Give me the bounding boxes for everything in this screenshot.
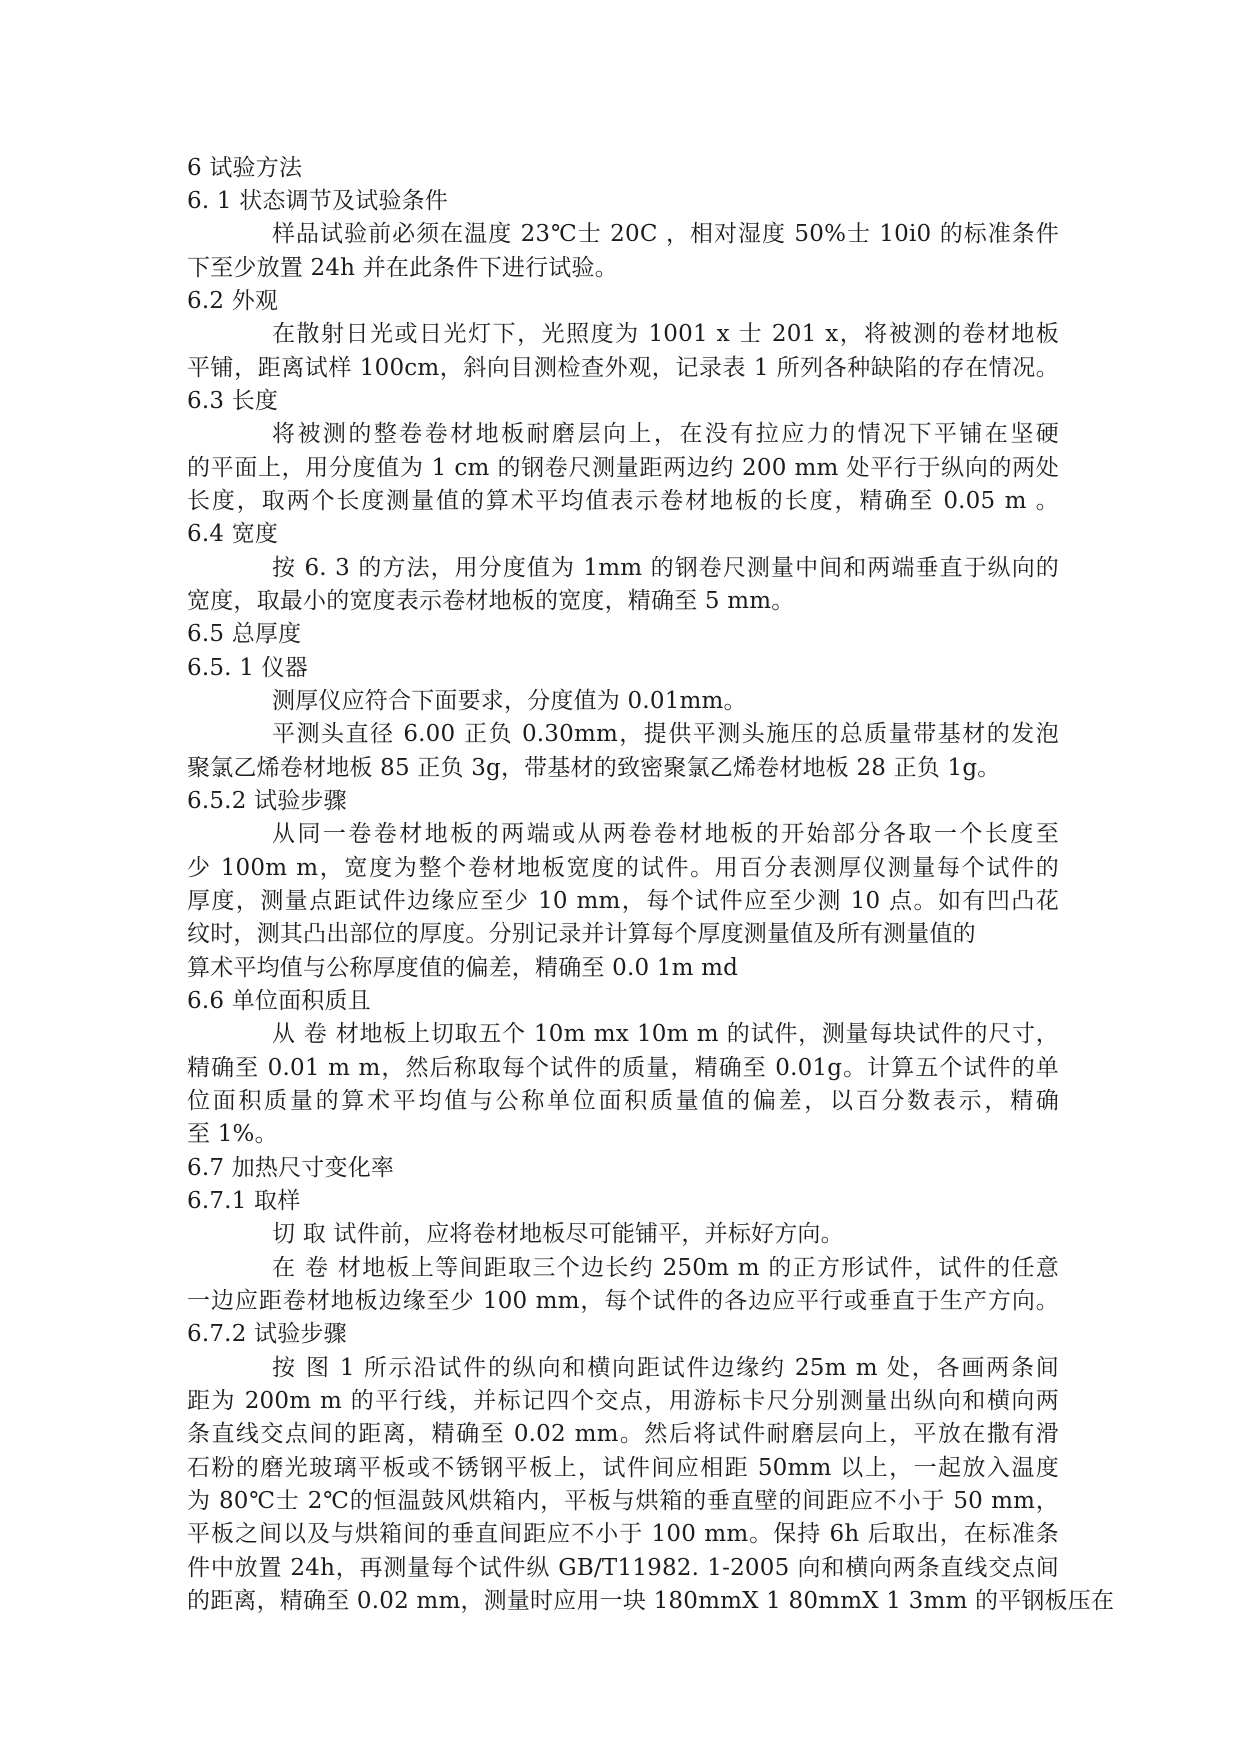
paragraph-line: 厚度，测量点距试件边缘应至少 10 mm，每个试件应至少测 10 点。如有凹凸花 — [187, 888, 1059, 914]
paragraph-line: 下至少放置 24h 并在此条件下进行试验。 — [187, 255, 618, 281]
paragraph-line: 从同一卷卷材地板的两端或从两卷卷材地板的开始部分各取一个长度至 — [272, 821, 1059, 847]
paragraph-line: 少 100m m，宽度为整个卷材地板宽度的试件。用百分表测厚仪测量每个试件的 — [187, 855, 1059, 881]
paragraph-line: 宽度，取最小的宽度表示卷材地板的宽度，精确至 5 mm。 — [187, 588, 795, 614]
paragraph-line: 从 卷 材地板上切取五个 10m mx 10m m 的试件，测量每块试件的尺寸， — [272, 1021, 1059, 1047]
paragraph-line: 至 1%。 — [187, 1121, 278, 1147]
paragraph-line: 件中放置 24h，再测量每个试件纵 GB/T11982. 1-2005 向和横向两条直线交点间 — [187, 1555, 1059, 1581]
heading-6-7-2: 6.7.2 试验步骤 — [187, 1321, 347, 1347]
heading-6-5-2: 6.5.2 试验步骤 — [187, 788, 347, 814]
heading-6-6: 6.6 单位面积质且 — [187, 988, 371, 1014]
paragraph-line: 精确至 0.01 m m，然后称取每个试件的质量，精确至 0.01g。计算五个试件的单 — [187, 1055, 1059, 1081]
heading-6-5: 6.5 总厚度 — [187, 621, 302, 647]
paragraph-line: 切 取 试件前，应将卷材地板尽可能铺平，并标好方向。 — [272, 1221, 844, 1247]
heading-6-1: 6. 1 状态调节及试验条件 — [187, 188, 448, 214]
paragraph-line: 一边应距卷材地板边缘至少 100 mm，每个试件的各边应平行或垂直于生产方向。 — [187, 1288, 1059, 1314]
paragraph-line: 条直线交点间的距离，精确至 0.02 mm。然后将试件耐磨层向上，平放在撒有滑 — [187, 1421, 1059, 1447]
paragraph-line: 在散射日光或日光灯下，光照度为 1001 x 士 201 x，将被测的卷材地板 — [272, 321, 1059, 347]
paragraph-line: 的距离，精确至 0.02 mm，测量时应用一块 180mmX 1 80mmX 1 3mm 的平钢板压在 — [187, 1588, 1115, 1614]
paragraph-line: 距为 200m m 的平行线，并标记四个交点，用游标卡尺分别测量出纵向和横向两 — [187, 1388, 1059, 1414]
paragraph-line: 按 图 1 所示沿试件的纵向和横向距试件边缘约 25m m 处，各画两条间 — [272, 1355, 1059, 1381]
heading-6-7: 6.7 加热尺寸变化率 — [187, 1155, 395, 1181]
paragraph-line: 长度，取两个长度测量值的算术平均值表示卷材地板的长度，精确至 0.05 m 。 — [187, 488, 1059, 514]
heading-6-4: 6.4 宽度 — [187, 521, 279, 547]
paragraph-line: 测厚仪应符合下面要求，分度值为 0.01mm。 — [272, 688, 747, 714]
heading-6-3: 6.3 长度 — [187, 388, 279, 414]
paragraph-line: 平测头直径 6.00 正负 0.30mm，提供平测头施压的总质量带基材的发泡 — [272, 721, 1059, 747]
paragraph-line: 石粉的磨光玻璃平板或不锈钢平板上，试件间应相距 50mm 以上，一起放入温度 — [187, 1455, 1059, 1481]
paragraph-line: 纹时，测其凸出部位的厚度。分别记录并计算每个厚度测量值及所有测量值的 — [187, 921, 976, 947]
paragraph-line: 位面积质量的算术平均值与公称单位面积质量值的偏差，以百分数表示，精确 — [187, 1088, 1059, 1114]
paragraph-line: 平板之间以及与烘箱间的垂直间距应不小于 100 mm。保持 6h 后取出，在标准条 — [187, 1521, 1059, 1547]
heading-6: 6 试验方法 — [187, 155, 303, 181]
paragraph-line: 在 卷 材地板上等间距取三个边长约 250m m 的正方形试件，试件的任意 — [272, 1255, 1059, 1281]
paragraph-line: 将被测的整卷卷材地板耐磨层向上，在没有拉应力的情况下平铺在坚硬 — [272, 421, 1059, 447]
paragraph-line: 样品试验前必须在温度 23℃士 20C ，相对湿度 50%士 10i0 的标准条件 — [272, 221, 1059, 247]
heading-6-7-1: 6.7.1 取样 — [187, 1188, 301, 1214]
paragraph-line: 聚氯乙烯卷材地板 85 正负 3g，带基材的致密聚氯乙烯卷材地板 28 正负 1g。 — [187, 755, 1001, 781]
heading-6-2: 6.2 外观 — [187, 288, 279, 314]
paragraph-line: 算术平均值与公称厚度值的偏差，精确至 0.0 1m md — [187, 955, 739, 981]
paragraph-line: 按 6. 3 的方法，用分度值为 1mm 的钢卷尺测量中间和两端垂直于纵向的 — [272, 555, 1059, 581]
paragraph-line: 为 80℃士 2℃的恒温鼓风烘箱内，平板与烘箱的垂直壁的间距应不小于 50 mm， — [187, 1488, 1059, 1514]
paragraph-line: 的平面上，用分度值为 1 cm 的钢卷尺测量距两边约 200 mm 处平行于纵向的两处 — [187, 455, 1059, 481]
heading-6-5-1: 6.5. 1 仪器 — [187, 655, 308, 681]
paragraph-line: 平铺，距离试样 100cm，斜向目测检查外观，记录表 1 所列各种缺陷的存在情况。 — [187, 355, 1059, 381]
